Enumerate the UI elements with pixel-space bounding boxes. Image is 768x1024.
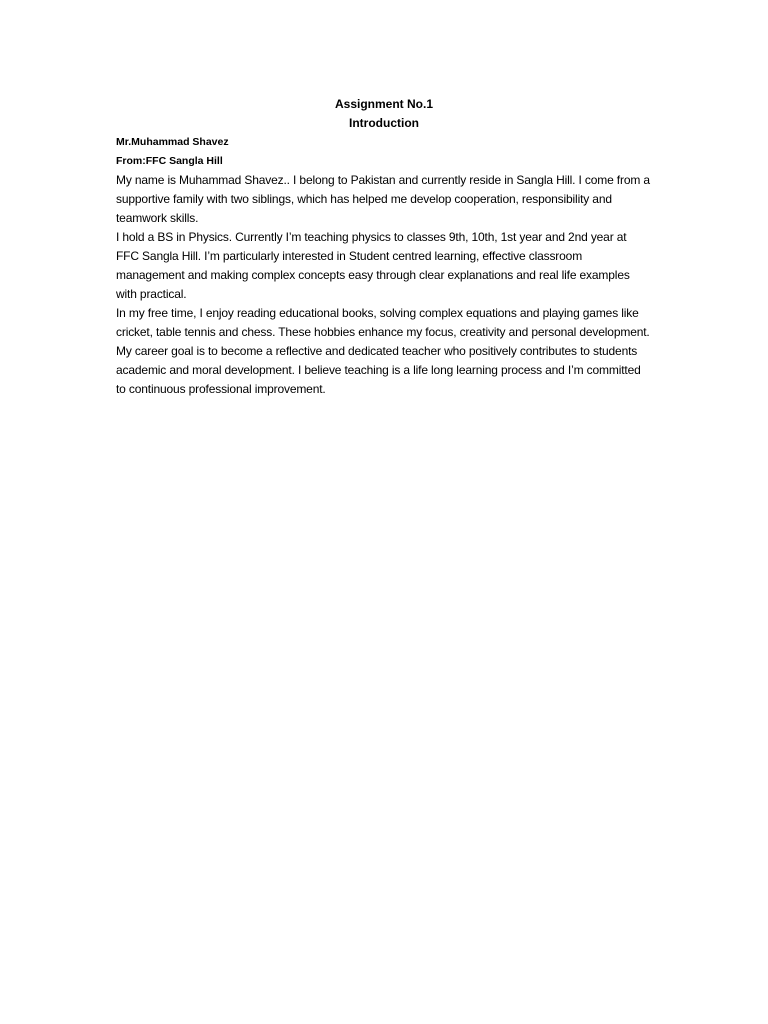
document-body <box>116 95 652 399</box>
paragraph-hobbies: In my free time, I enjoy reading educational books, solving complex equations and playing games like cricket, table tennis and chess. These hobbies enhance my focus, creativity and personal development. <box>116 306 650 339</box>
introduction-heading: Introduction <box>349 116 419 130</box>
author-from: From:FFC Sangla Hill <box>116 155 223 167</box>
author-name: Mr.Muhammad Shavez <box>116 136 229 148</box>
paragraph-education: I hold a BS in Physics. Currently I’m teaching physics to classes 9th, 10th, 1st year and 2nd year at FFC Sangla Hill. I’m particularly interested in Student centred learning, effective classroom management and making complex concepts easy through clear explanations and real life examples with practical. <box>116 230 630 301</box>
paragraph-career-goal: My career goal is to become a reflective and dedicated teacher who positively contributes to students academic and moral development. I believe teaching is a life long learning process and I’m committed to continuous professional improvement. <box>116 344 641 396</box>
paragraph-family: My name is Muhammad Shavez.. I belong to Pakistan and currently reside in Sangla Hill. I come from a supportive family with two siblings, which has helped me develop cooperation, responsibility and teamwork skills. <box>116 173 650 225</box>
assignment-title: Assignment No.1 <box>334 97 433 111</box>
